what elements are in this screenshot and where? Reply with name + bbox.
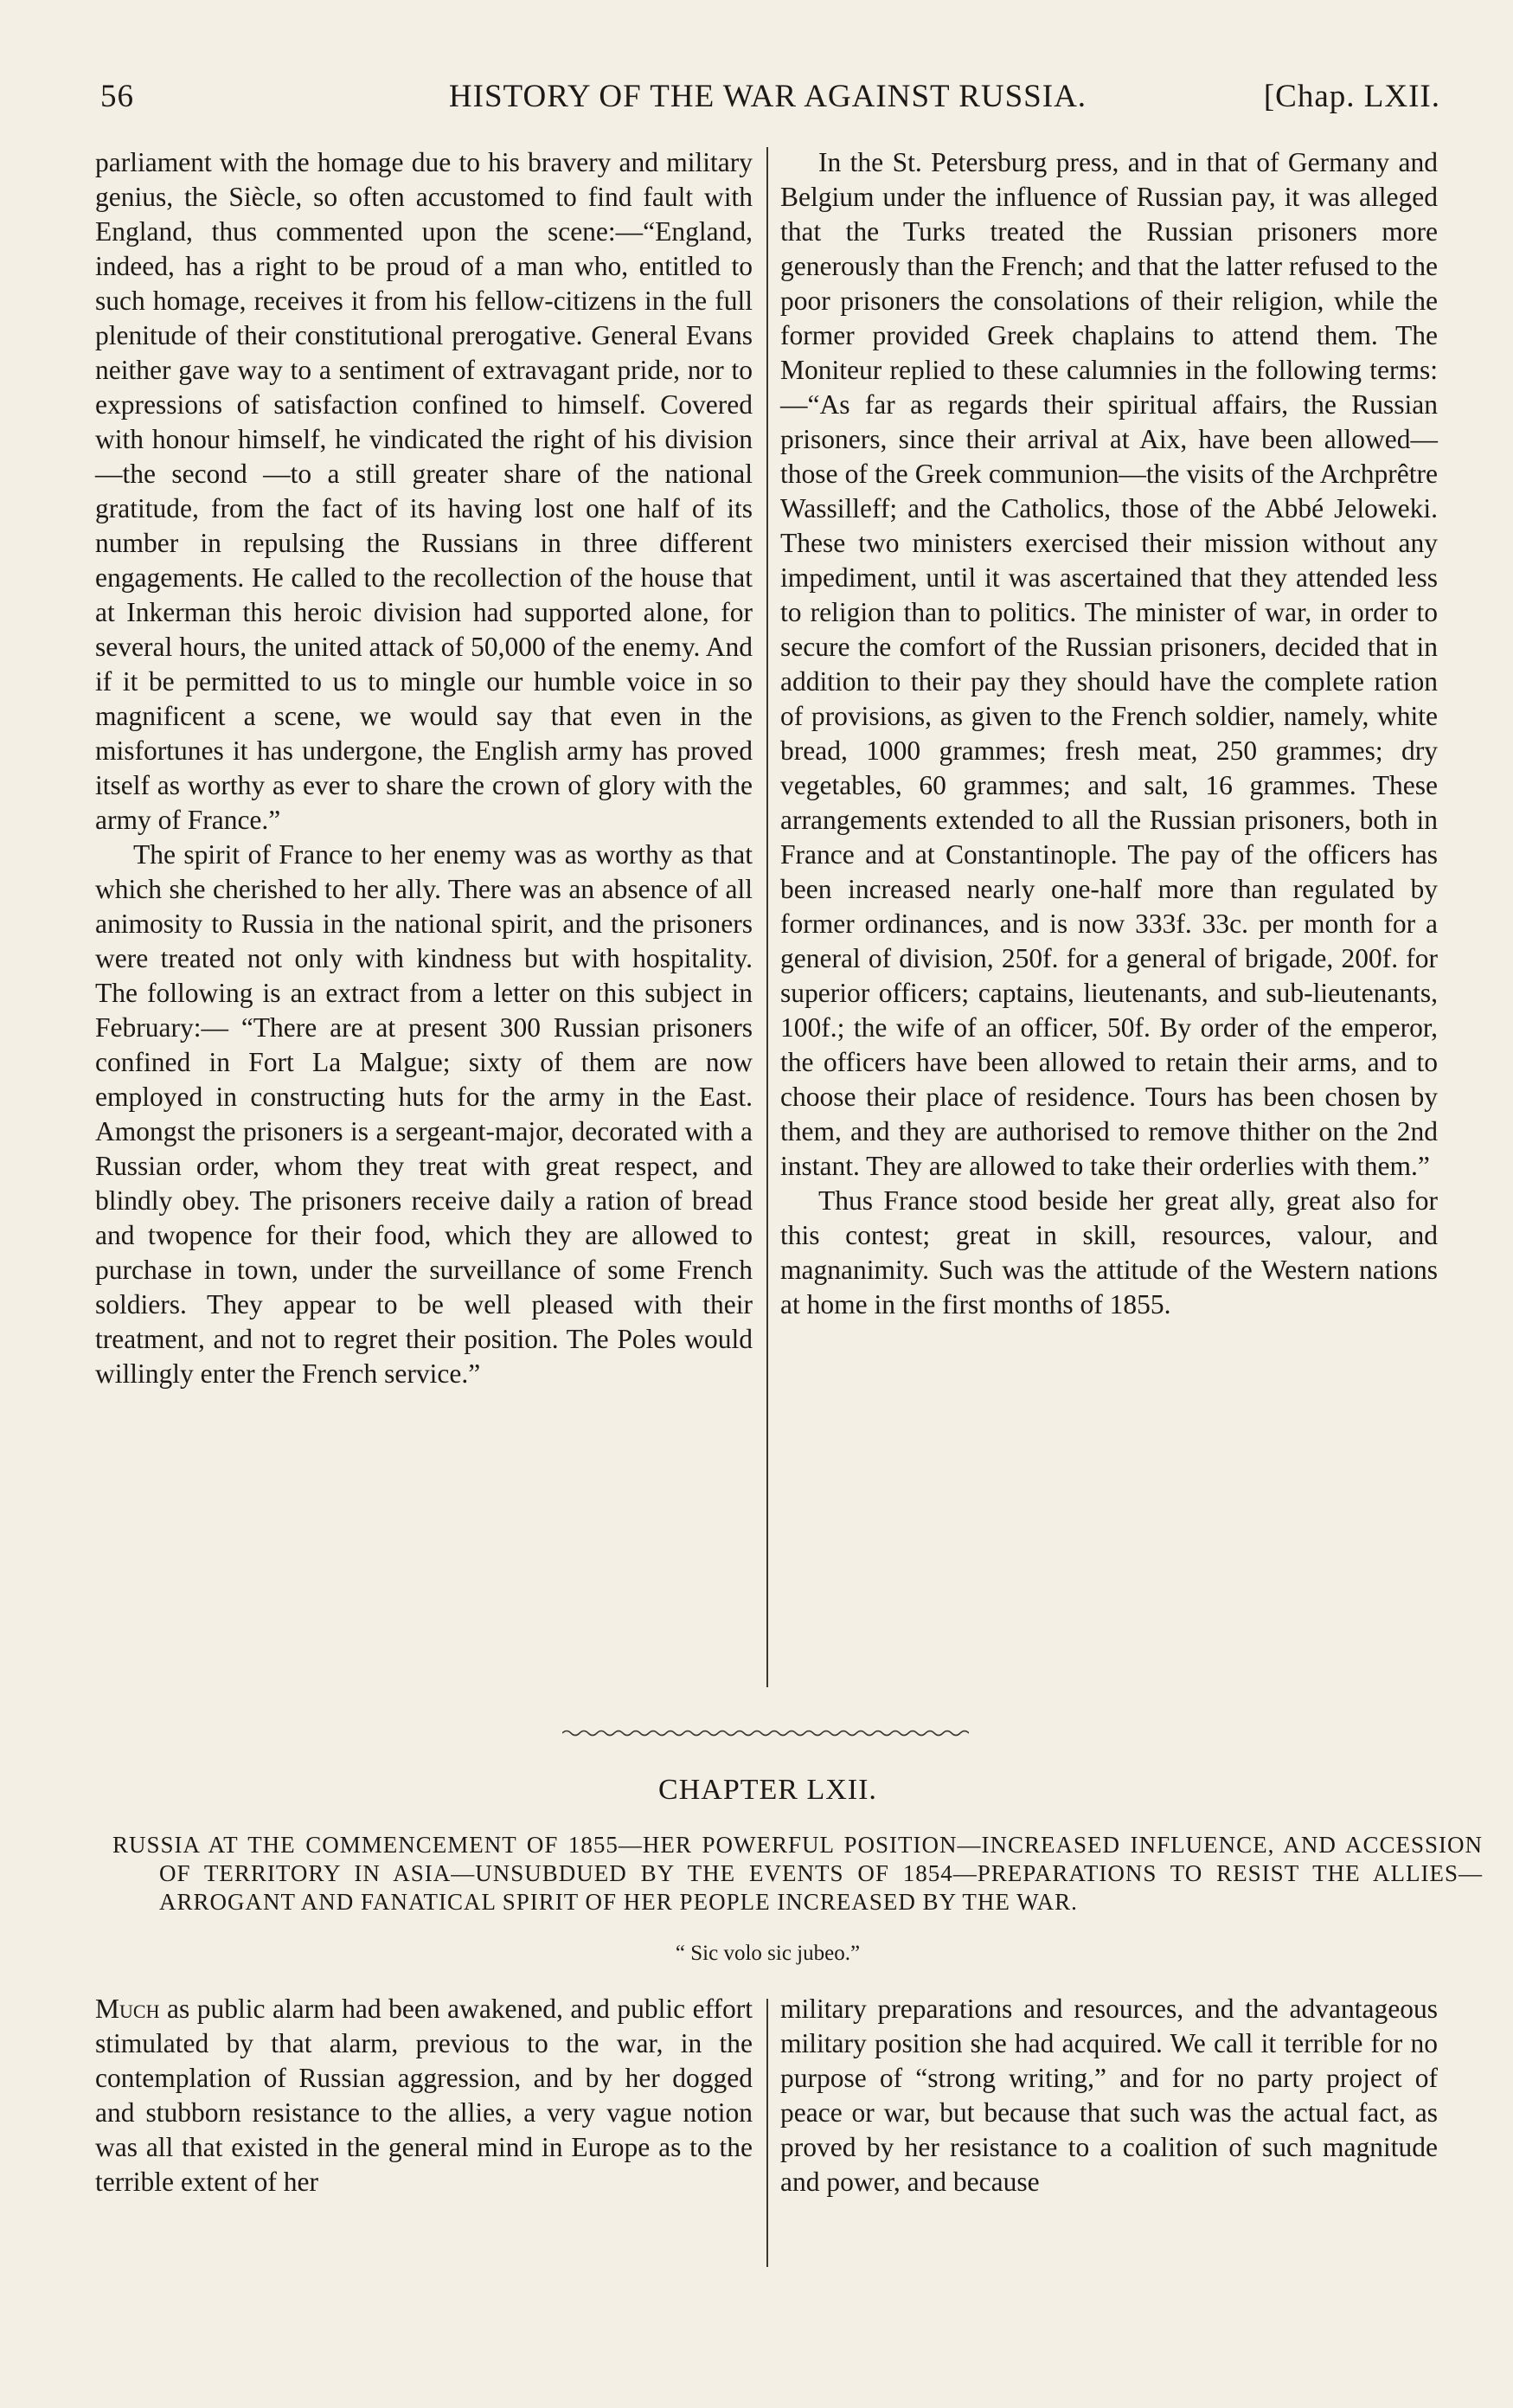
lead-word: Much [95, 1994, 160, 2024]
section-ornament [562, 1729, 969, 1737]
column-divider-lower [766, 1999, 768, 2267]
upper-right-column [780, 145, 1438, 1322]
running-title: HISTORY OF THE WAR AGAINST RUSSIA. [448, 79, 1087, 114]
chapter-epigraph: “ Sic volo sic jubeo.” [675, 1942, 861, 1965]
lower-right-column [780, 1992, 1438, 2199]
column-divider-upper [766, 147, 768, 1687]
paragraph-siecle: parliament with the homage due to his bravery and military genius, the Siècle, so often accustomed to find fault with England, thus commented upon the scene:—“England, indeed, has a right to be proud of a man who, entitled to such homage, receives it from his fellow-citizens in the full plenitude of their constitutional prerogative. General Evans neither gave way to a sentiment of extravagant pride, nor to expressions of satisfaction confined to himself. Covered with honour himself, he vindicated the right of his division—the second —to a still greater share of the national gratitude, from the fact of its having lost one half of its number in repulsing the Russians in three different engagements. He called to the recollection of the house that at Inkerman this heroic division had supported alone, for several hours, the united attack of 50,000 of the enemy. And if it be permitted to us to mingle our humble voice in so magnificent a scene, we would say that even in the misfortunes it has undergone, the English army has proved itself as worthy as ever to share the crown of glory with the army of France.” [95, 147, 753, 835]
paragraph-public-alarm: as public alarm had been awakened, and public effort stimulated by that alarm, previous to the war, in the contemplation of Russian aggression, and by her dogged and stubborn resistance to the allies, a very vague notion was all that existed in the general mind in Europe as to the terrible extent of her [95, 1994, 753, 2197]
paragraph-spirit-of-france: The spirit of France to her enemy was as worthy as that which she cherished to her ally. There was an absence of all animosity to Russia in the national spirit, and the prisoners were treated not only with kindness but with hospitality. The following is an extract from a letter on this subject in February:— “There are at present 300 Russian prisoners confined in Fort La Malgue; sixty of them are now employed in constructing huts for the army in the East. Amongst the prisoners is a sergeant-major, decorated with a Russian order, whom they treat with great respect, and blindly obey. The prisoners receive daily a ration of bread and twopence for their food, which they are allowed to purchase in town, under the surveillance of some French soldiers. They appear to be well pleased with their treatment, and not to regret their position. The Poles would willingly enter the French service.” [95, 839, 753, 1389]
paragraph-thus-france: Thus France stood beside her great ally, great also for this contest; great in skill, resources, valour, and magnanimity. Such was the attitude of the Western nations at home in the first months of 1855. [780, 1185, 1438, 1320]
chapter-title: CHAPTER LXII. [658, 1774, 877, 1806]
chapter-synopsis: RUSSIA AT THE COMMENCEMENT OF 1855—HER POWERFUL POSITION—INCREASED INFLUENCE, AND ACCESSION OF TERRITORY IN ASIA—UNSUBDUED BY THE EVENTS OF 1854—PREPARATIONS TO RESIST THE ALLIES—ARROGANT AND FANATICAL SPIRIT OF HER PEOPLE INCREASED BY THE WAR. [112, 1832, 1483, 1915]
lower-left-column [95, 1992, 753, 2199]
running-head [95, 78, 1440, 121]
chapter-reference: [Chap. LXII. [1263, 79, 1440, 114]
paragraph-military-preparations: military preparations and resources, and the advantageous military position she had acquired. We call it terrible for no purpose of “strong writing,” and for no party project of peace or war, but because that such was the actual fact, as proved by her resistance to a coalition of such magnitude and power, and because [780, 1994, 1438, 2197]
upper-left-column [95, 145, 753, 1391]
page-number: 56 [100, 79, 134, 114]
paragraph-st-petersburg: In the St. Petersburg press, and in that of Germany and Belgium under the influence of Russian pay, it was alleged that the Turks treated the Russian prisoners more generously than the French; and that the latter refused to the poor prisoners the consolations of their religion, while the former provided Greek chaplains to attend them. The Moniteur replied to these calumnies in the following terms:—“As far as regards their spiritual affairs, the Russian prisoners, since their arrival at Aix, have been allowed—those of the Greek communion—the visits of the Archprêtre Wassilleff; and the Catholics, those of the Abbé Jeloweki. These two ministers exercised their mission without any impediment, until it was ascertained that they attended less to religion than to politics. The minister of war, in order to secure the comfort of the Russian prisoners, decided that in addition to their pay they should have the complete ration of provisions, as given to the French soldier, namely, white bread, 1000 grammes; fresh meat, 250 grammes; dry vegetables, 60 grammes; and salt, 16 grammes. These arrangements extended to all the Russian prisoners, both in France and at Constantinople. The pay of the officers has been increased nearly one-half more than regulated by former ordinances, and is now 333f. 33c. per month for a general of division, 250f. for a general of brigade, 200f. for superior officers; captains, lieutenants, and sub-lieutenants, 100f.; the wife of an officer, 50f. By order of the emperor, the officers have been allowed to retain their arms, and to choose their place of residence. Tours has been chosen by them, and they are authorised to remove thither on the 2nd instant. They are allowed to take their orderlies with them.” [780, 147, 1438, 1181]
